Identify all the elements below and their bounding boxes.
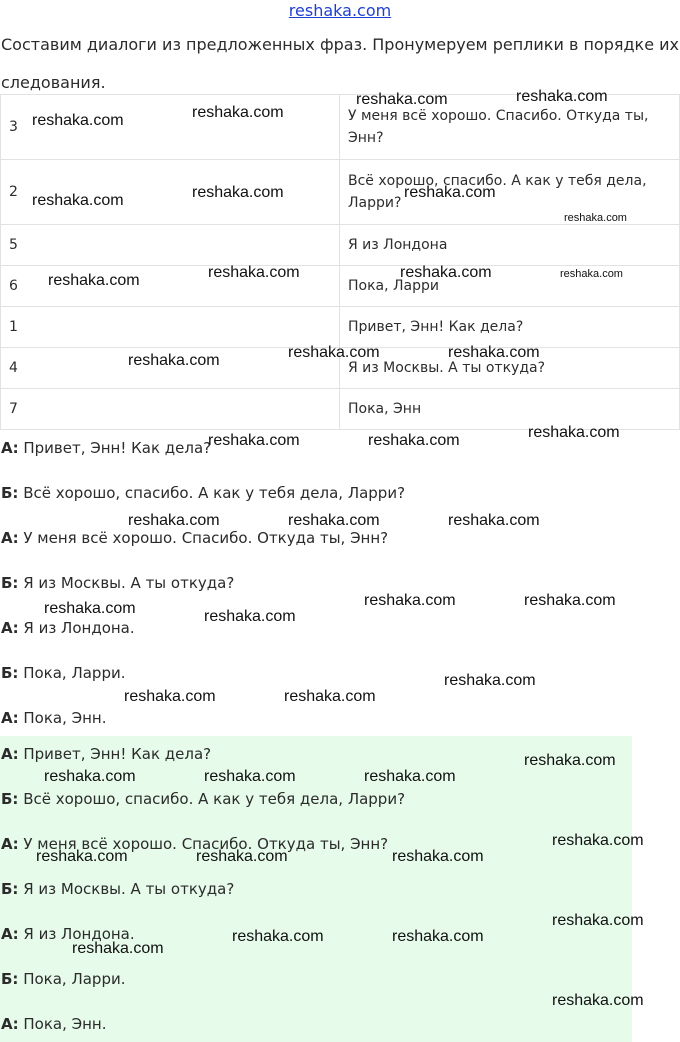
watermark-text: reshaka.com — [208, 432, 300, 449]
line-text: Всё хорошо, спасибо. А как у тебя дела, Ларри? — [18, 484, 406, 502]
watermark-text: reshaka.com — [524, 752, 616, 769]
watermark-text: reshaka.com — [444, 672, 536, 689]
row-phrase: Всё хорошо, спасибо. А как у тебя дела, Ларри? — [340, 160, 680, 225]
speaker-label: Б: — [1, 790, 19, 808]
row-phrase: Пока, Энн — [340, 389, 680, 430]
watermark-text: reshaka.com — [448, 512, 540, 529]
dialog-highlighted — [0, 736, 632, 1042]
watermark-text: reshaka.com — [356, 91, 448, 108]
row-phrase: Привет, Энн! Как дела? — [340, 307, 680, 348]
speaker-label: Б: — [1, 880, 19, 898]
answer-table — [0, 94, 680, 430]
watermark-text: reshaka.com — [128, 512, 220, 529]
speaker-label: А: — [1, 439, 19, 457]
table-row — [1, 160, 680, 225]
dialog-line — [1, 1014, 106, 1034]
speaker-label: Б: — [1, 574, 19, 592]
line-text: У меня всё хорошо. Спасибо. Откуда ты, Энн? — [18, 835, 389, 853]
dialog-line — [1, 618, 135, 638]
watermark-text: reshaka.com — [204, 608, 296, 625]
speaker-label: Б: — [1, 484, 19, 502]
watermark-text: reshaka.com — [560, 268, 623, 280]
line-text: Всё хорошо, спасибо. А как у тебя дела, Ларри? — [18, 790, 406, 808]
site-header — [0, 0, 680, 22]
watermark-text: reshaka.com — [516, 88, 608, 105]
watermark-text: reshaka.com — [288, 512, 380, 529]
row-number: 7 — [1, 389, 340, 430]
speaker-label: А: — [1, 925, 19, 943]
table-row — [1, 389, 680, 430]
table-row — [1, 348, 680, 389]
watermark-text: reshaka.com — [44, 600, 136, 617]
speaker-label: А: — [1, 745, 19, 763]
speaker-label: Б: — [1, 664, 19, 682]
table-row — [1, 225, 680, 266]
row-phrase: Пока, Ларри — [340, 266, 680, 307]
watermark-text: reshaka.com — [552, 912, 644, 929]
watermark-text: reshaka.com — [32, 112, 124, 129]
watermark-text: reshaka.com — [72, 940, 164, 957]
dialog-line — [1, 789, 405, 809]
watermark-text: reshaka.com — [552, 992, 644, 1009]
watermark-text: reshaka.com — [32, 192, 124, 209]
watermark-text: reshaka.com — [208, 264, 300, 281]
row-number: 2 — [1, 160, 340, 225]
line-text: Пока, Энн. — [18, 1015, 107, 1033]
speaker-label: А: — [1, 835, 19, 853]
dialog-line — [1, 573, 234, 593]
watermark-text: reshaka.com — [192, 184, 284, 201]
watermark-text: reshaka.com — [392, 928, 484, 945]
speaker-label: А: — [1, 709, 19, 727]
watermark-text: reshaka.com — [128, 352, 220, 369]
site-link[interactable]: reshaka.com — [288, 1, 392, 20]
watermark-text: reshaka.com — [284, 688, 376, 705]
watermark-text: reshaka.com — [564, 212, 627, 224]
row-phrase: У меня всё хорошо. Спасибо. Откуда ты, Энн? — [340, 95, 680, 160]
row-number: 3 — [1, 95, 340, 160]
table-row — [1, 266, 680, 307]
watermark-text: reshaka.com — [364, 768, 456, 785]
dialog-line — [1, 708, 106, 728]
line-text: Привет, Энн! Как дела? — [18, 745, 212, 763]
watermark-text: reshaka.com — [392, 848, 484, 865]
dialog-line — [1, 528, 388, 548]
speaker-label: Б: — [1, 970, 19, 988]
dialog-line — [1, 744, 211, 764]
speaker-label: А: — [1, 529, 19, 547]
speaker-label: А: — [1, 619, 19, 637]
row-number: 1 — [1, 307, 340, 348]
watermark-text: reshaka.com — [36, 848, 128, 865]
row-phrase: Я из Лондона — [340, 225, 680, 266]
line-text: У меня всё хорошо. Спасибо. Откуда ты, Энн? — [18, 529, 389, 547]
dialog-line — [1, 663, 125, 683]
watermark-text: reshaka.com — [288, 344, 380, 361]
row-number: 4 — [1, 348, 340, 389]
watermark-text: reshaka.com — [448, 344, 540, 361]
watermark-text: reshaka.com — [124, 688, 216, 705]
line-text: Я из Лондона. — [18, 619, 135, 637]
line-text: Пока, Ларри. — [18, 664, 126, 682]
dialog-line — [1, 924, 135, 944]
line-text: Я из Лондона. — [18, 925, 135, 943]
watermark-text: reshaka.com — [204, 768, 296, 785]
line-text: Пока, Ларри. — [18, 970, 126, 988]
dialog-line — [1, 483, 405, 503]
watermark-text: reshaka.com — [364, 592, 456, 609]
table-row — [1, 307, 680, 348]
dialog-line — [1, 879, 234, 899]
watermark-text: reshaka.com — [528, 424, 620, 441]
dialog-line — [1, 969, 125, 989]
watermark-text: reshaka.com — [400, 264, 492, 281]
watermark-text: reshaka.com — [44, 768, 136, 785]
watermark-text: reshaka.com — [368, 432, 460, 449]
line-text: Пока, Энн. — [18, 709, 107, 727]
watermark-text: reshaka.com — [196, 848, 288, 865]
line-text: Я из Москвы. А ты откуда? — [18, 574, 235, 592]
watermark-text: reshaka.com — [232, 928, 324, 945]
dialog-line — [1, 438, 211, 458]
watermark-text: reshaka.com — [192, 104, 284, 121]
row-number: 5 — [1, 225, 340, 266]
task-intro: Составим диалоги из предложенных фраз. Пронумеруем реплики в порядке их следования. — [1, 35, 680, 92]
watermark-text: reshaka.com — [48, 272, 140, 289]
dialog-line — [1, 834, 388, 854]
table-row — [1, 95, 680, 160]
row-phrase: Я из Москвы. А ты откуда? — [340, 348, 680, 389]
watermark-text: reshaka.com — [524, 592, 616, 609]
line-text: Я из Москвы. А ты откуда? — [18, 880, 235, 898]
line-text: Привет, Энн! Как дела? — [18, 439, 212, 457]
speaker-label: А: — [1, 1015, 19, 1033]
row-number: 6 — [1, 266, 340, 307]
watermark-text: reshaka.com — [404, 184, 496, 201]
watermark-text: reshaka.com — [552, 832, 644, 849]
